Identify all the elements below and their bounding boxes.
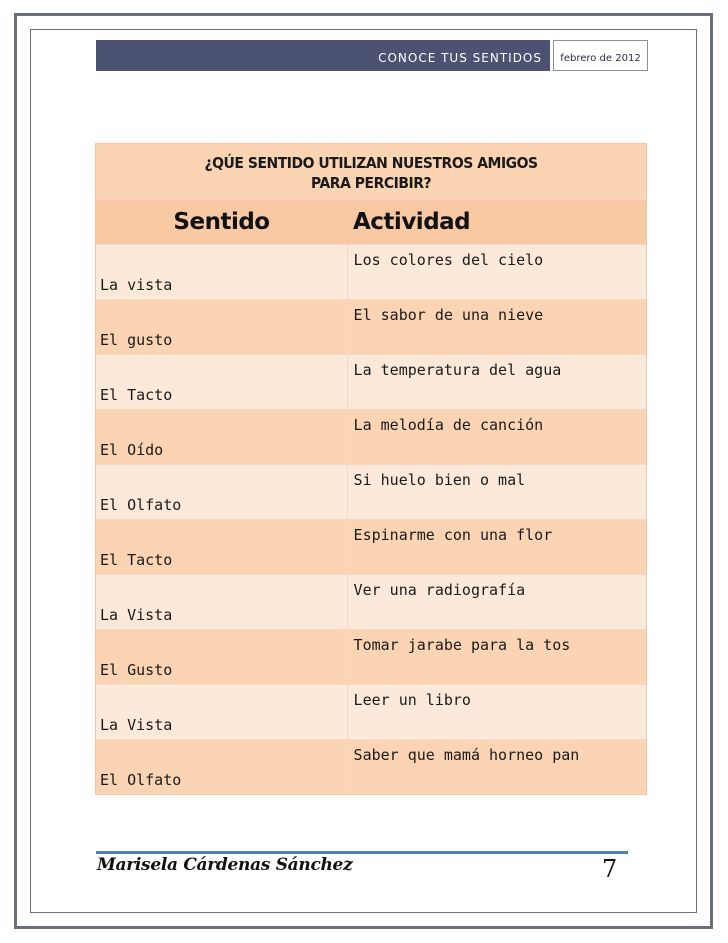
table-row <box>96 575 646 630</box>
column-header-sentido: Sentido <box>173 209 270 235</box>
cell-actividad: Leer un libro <box>353 691 471 709</box>
cell-sentido: La vista <box>96 245 348 299</box>
cell-actividad: Saber que mamá horneo pan <box>353 746 580 764</box>
cell-sentido: El Gusto <box>96 630 348 684</box>
cell-actividad: Espinarme con una flor <box>353 526 553 544</box>
cell-actividad: La melodía de canción <box>353 416 544 434</box>
cell-actividad: El sabor de una nieve <box>353 306 544 324</box>
table-row <box>96 465 646 520</box>
cell-sentido: La Vista <box>96 575 348 629</box>
cell-sentido: El Olfato <box>96 740 348 794</box>
table-title-row <box>96 144 646 200</box>
table-body <box>96 245 646 794</box>
cell-actividad: Los colores del cielo <box>353 251 544 269</box>
footer-rule <box>96 851 628 854</box>
table-row <box>96 630 646 685</box>
cell-actividad: La temperatura del agua <box>353 361 562 379</box>
cell-sentido: El Olfato <box>96 465 348 519</box>
cell-actividad: Tomar jarabe para la tos <box>353 636 571 654</box>
table-row <box>96 300 646 355</box>
cell-sentido: El Tacto <box>96 520 348 574</box>
senses-table <box>95 143 647 795</box>
cell-sentido: El Tacto <box>96 355 348 409</box>
cell-sentido: El Oído <box>96 410 348 464</box>
table-row <box>96 355 646 410</box>
table-row <box>96 685 646 740</box>
table-row <box>96 410 646 465</box>
table-header-row <box>96 200 646 245</box>
page-number: 7 <box>602 855 618 883</box>
header-date: febrero de 2012 <box>553 40 648 71</box>
column-header-actividad: Actividad <box>353 209 471 235</box>
table-row <box>96 740 646 794</box>
table-row <box>96 520 646 575</box>
table-title: ¿QÚE SENTIDO UTILIZAN NUESTROS AMIGOS PARA PERCIBIR? <box>204 153 538 192</box>
cell-sentido: El gusto <box>96 300 348 354</box>
footer-author: Marisela Cárdenas Sánchez <box>97 855 353 875</box>
cell-sentido: La Vista <box>96 685 348 739</box>
cell-actividad: Ver una radiografía <box>353 581 526 599</box>
header-title: CONOCE TUS SENTIDOS <box>96 40 550 71</box>
table-row <box>96 245 646 300</box>
cell-actividad: Si huelo bien o mal <box>353 471 526 489</box>
